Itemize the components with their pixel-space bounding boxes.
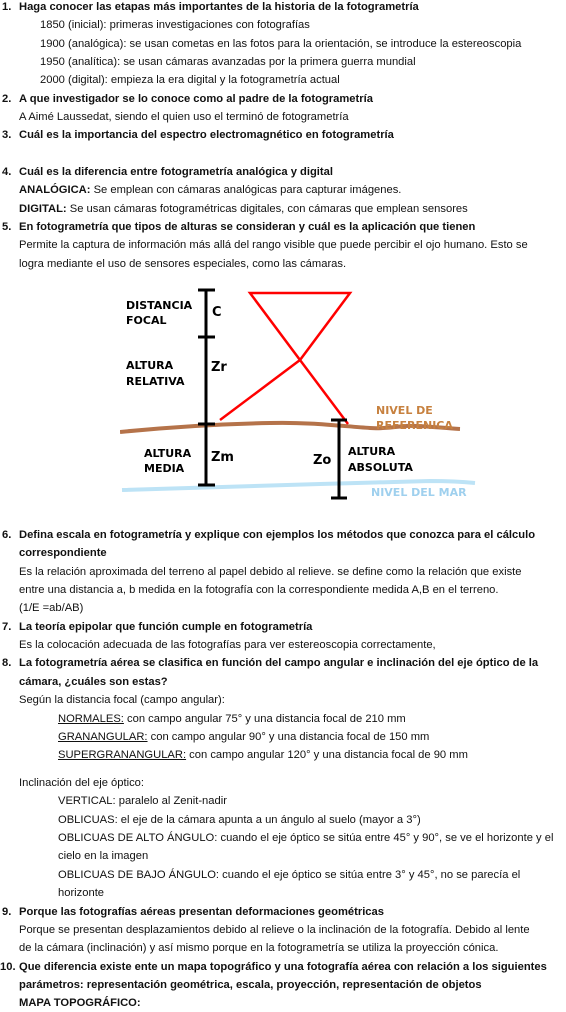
question-number: 10. [0,961,16,973]
focal-triangle [220,293,350,424]
question-number: 8. [2,657,12,669]
question-number: 3. [2,129,12,141]
label-media: MEDIA [144,462,185,475]
question-number: 5. [2,221,12,233]
label-nivel-de: NIVEL DE [376,404,433,417]
symbol-zm: Zm [211,450,234,465]
heights-diagram [120,286,480,508]
question-number: 4. [2,166,12,178]
label-relativa: RELATIVA [126,375,185,388]
question-text: Cuál es la importancia del espectro electromagnético en fotogrametría [19,129,394,141]
question-text: Haga conocer las etapas más importantes de la historia de la fotogrametría [19,1,419,13]
question-number: 6. [2,529,12,541]
label-absoluta: ABSOLUTA [348,461,413,474]
symbol-zo: Zo [313,453,332,468]
question-number: 1. [2,1,12,13]
analog-label: ANALÓGICA: [19,184,91,196]
question-text: Que diferencia existe ente un mapa topográfico y una fotografía aérea con relación a los siguientes [19,961,547,973]
label-altura-relativa: ALTURA [126,359,174,372]
label-distancia: DISTANCIA [126,299,193,312]
question-number: 2. [2,93,12,105]
question-text: La fotogrametría aérea se clasifica en función del campo angular e inclinación del eje óptico de la [19,657,539,669]
label-nivel-del-mar: NIVEL DEL MAR [371,486,467,499]
question-text: Porque las fotografías aéreas presentan deformaciones geométricas [19,906,384,918]
question-text: La teoría epipolar que función cumple en fotogrametría [19,621,313,633]
label-referencia: REFERENICA [376,419,453,432]
label-altura-media: ALTURA [144,447,192,460]
symbol-zr: Zr [211,360,227,375]
label-focal: FOCAL [126,314,167,327]
digital-text: Se usan cámaras fotogramétricas digitales, con cámaras que emplean sensores [66,203,468,215]
symbol-c: C [212,305,222,320]
question-number: 7. [2,621,12,633]
question-text: Cuál es la diferencia entre fotogrametría analógica y digital [19,166,333,178]
label-altura-absoluta: ALTURA [348,445,396,458]
analog-text: Se emplean con cámaras analógicas para capturar imágenes. [90,184,402,196]
question-text: Defina escala en fotogrametría y explique con ejemplos los métodos que conozca para el cálculo [19,529,536,541]
question-number: 9. [2,906,12,918]
digital-label: DIGITAL: [19,203,67,215]
question-text: A que investigador se lo conoce como al padre de la fotogrametría [19,93,373,105]
question-text: En fotogrametría que tipos de alturas se consideran y cuál es la aplicación que tienen [19,221,476,233]
